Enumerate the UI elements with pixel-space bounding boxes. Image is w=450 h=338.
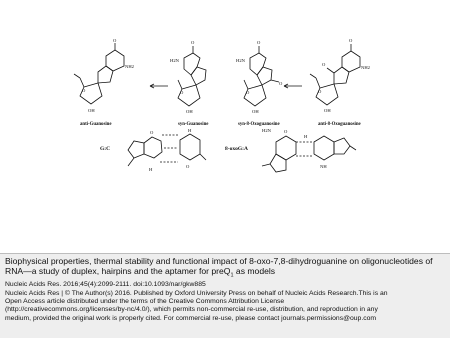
caption-citation: Nucleic Acids Res. 2016;45(4):2099-2111. doi:10.1093/nar/gkw885 [5, 281, 206, 289]
atom-nh: NH [320, 164, 327, 169]
oxoga-base-pair [225, 128, 356, 172]
label-anti-oxoguanosine: anti-8-Oxoguanosine [318, 122, 361, 127]
caption-title-end: as models [233, 266, 276, 277]
atom-oh: OH [324, 108, 331, 113]
anti-oxoguanosine-structure [310, 38, 371, 127]
caption-title-subscript: 1 [230, 272, 234, 279]
atom-nh2: NH2 [361, 65, 370, 70]
atom-o: O [349, 38, 353, 43]
atom-o: O [284, 129, 288, 134]
gc-base-pair [100, 128, 206, 172]
caption-license-1: Nucleic Acids Res | © The Author(s) 2016. Published by Oxford University Press on behalf of Nucleic Acids Research.This is an [5, 289, 388, 297]
atom-h2n: H2N [262, 128, 271, 133]
atom-o: O [150, 130, 154, 135]
atom-o: O [186, 164, 190, 169]
caption-title-text: Biophysical properties, thermal stability and functional impact of 8-oxo-7,8-dihydroguanine on oligonucleotides of RNA—a study of duplex, hairpins and the aptamer for preQ [5, 256, 433, 277]
atom-h: H [149, 167, 153, 172]
atom-h: H [188, 128, 192, 133]
equilibrium-arrow-left [150, 84, 168, 88]
atom-h2n: H2N [236, 58, 245, 63]
atom-oh: OH [252, 109, 259, 114]
caption-license-3: (http://creativecommons.org/licenses/by-nc/4.0/), which permits non-commercial re-use, distribution, and reproduction in any [5, 306, 378, 314]
atom-o: O [180, 90, 184, 95]
atom-o: O [257, 40, 261, 45]
caption-license-2: Open Access article distributed under the terms of the Creative Commons Attribution License [5, 297, 285, 305]
atom-o: O [318, 89, 322, 94]
atom-h2n: H2N [170, 58, 179, 63]
atom-o: O [113, 38, 117, 43]
anti-guanosine-structure [74, 38, 135, 127]
syn-oxoguanosine-structure [236, 40, 283, 127]
atom-nh2: NH2 [125, 64, 134, 69]
atom-o: O [322, 62, 326, 67]
label-oxoga-pair: 8-oxoG:A [225, 146, 248, 152]
citation-caption [0, 253, 450, 338]
atom-o: O [246, 90, 250, 95]
label-anti-guanosine: anti-Guanosine [80, 122, 112, 127]
atom-o: O [191, 40, 195, 45]
caption-license-4: medium, provided the original work is properly cited. For commercial re-use, please contact journals.permissions@oup.com [5, 314, 377, 322]
label-syn-guanosine: syn-Guanosine [178, 122, 209, 127]
atom-o: O [279, 81, 283, 86]
atom-h: H [304, 134, 308, 139]
label-gc-pair: G:C [100, 146, 111, 152]
syn-guanosine-structure [170, 40, 208, 127]
atom-o: O [82, 88, 86, 93]
atom-oh: OH [88, 108, 95, 113]
label-syn-oxoguanosine: syn-8-Oxoguanosine [238, 122, 280, 127]
equilibrium-arrow-right [284, 84, 302, 88]
atom-oh: OH [186, 109, 193, 114]
caption-title [5, 256, 445, 281]
